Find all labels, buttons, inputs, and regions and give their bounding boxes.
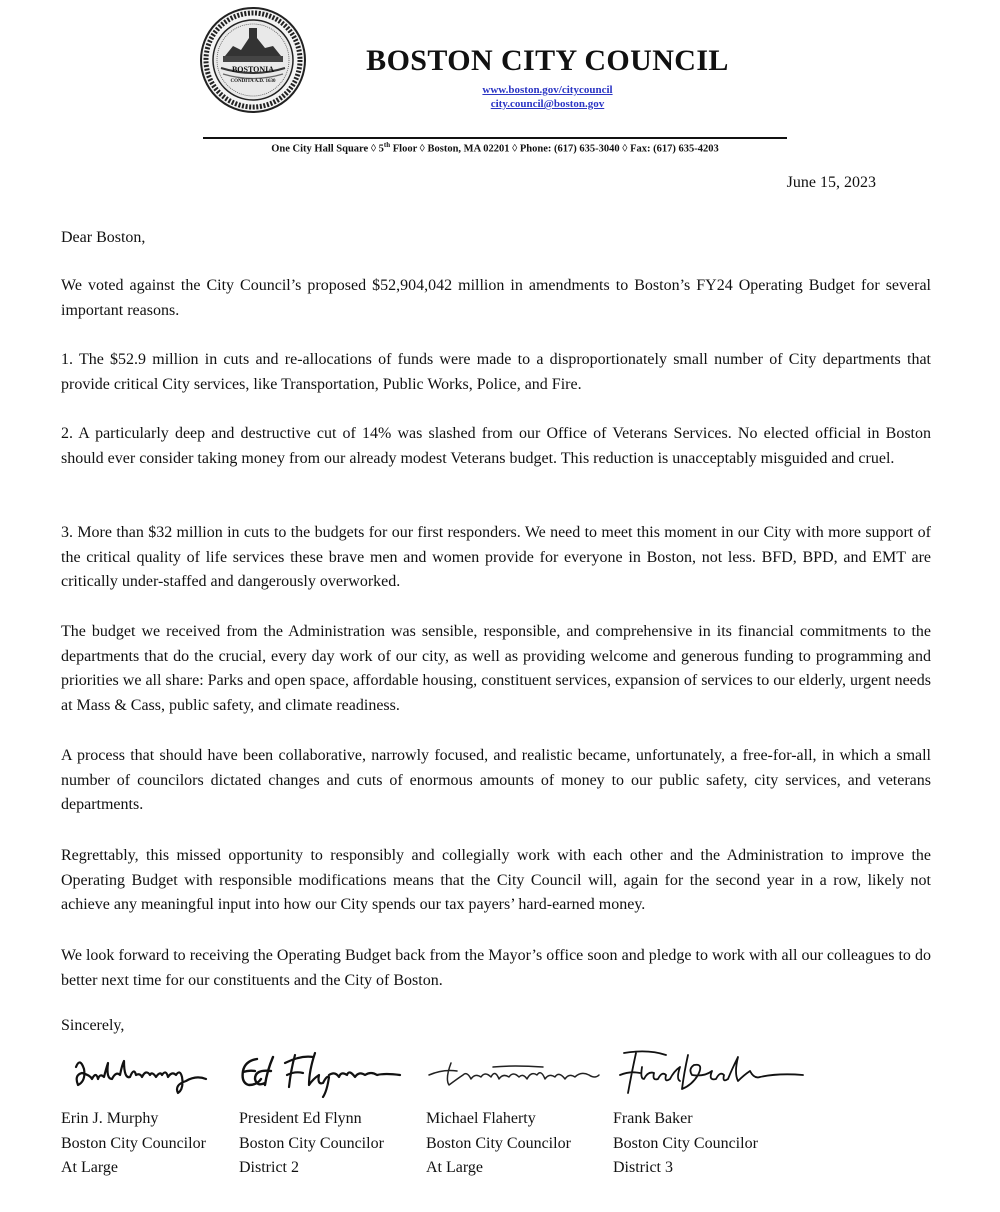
signer-title: Boston City Councilor <box>239 1134 384 1152</box>
city-seal-logo <box>199 6 307 114</box>
signer-name: Erin J. Murphy <box>61 1110 159 1127</box>
closing: Sincerely, <box>61 1017 125 1034</box>
letterhead-divider <box>203 137 787 139</box>
paragraph-administration-budget: The budget we received from the Administration was sensible, responsible, and comprehensive in its financial commitments to the departments that do the crucial, every day work of our city, as well as providing welcome and generous funding to programming and priorities we all share: Parks and open space, affordable housing, constituent services, expansion of services to our elderly, urgent needs at Mass & Cass, public safety, and climate readiness. <box>61 623 931 714</box>
address-contact: Floor ◊ Boston, MA 02201 ◊ Phone: (617) 635-3040 ◊ Fax: (617) 635-4203 <box>390 143 719 155</box>
paragraph-regret: Regrettably, this missed opportunity to responsibly and collegially work with each other and the Administration to improve the Operating Budget with responsible modifications means that the City Council will, again for the second year in a row, likely not achieve any meaningful input into how our City spends our tax payers’ hard-earned money. <box>61 847 931 913</box>
email-link[interactable]: city.council@boston.gov <box>490 98 605 110</box>
signer-district: At Large <box>61 1159 119 1176</box>
salutation: Dear Boston, <box>61 229 146 246</box>
seal-founding-text: CONDITA A.D. 1630 <box>230 79 276 84</box>
signer-title: Boston City Councilor <box>426 1134 571 1152</box>
signature-baker <box>608 1045 808 1100</box>
signer-title: Boston City Councilor <box>613 1134 758 1152</box>
signer-baker <box>613 1107 758 1181</box>
signer-flynn <box>239 1107 384 1181</box>
address-floor-suffix: th <box>383 141 391 149</box>
address-street: One City Hall Square ◊ 5 <box>271 143 384 155</box>
signer-name: Michael Flaherty <box>426 1110 536 1127</box>
signer-name: Frank Baker <box>613 1110 693 1127</box>
website-link[interactable]: www.boston.gov/citycouncil <box>482 84 613 96</box>
letter-date: June 15, 2023 <box>786 174 876 191</box>
organization-title: BOSTON CITY COUNCIL <box>366 44 729 77</box>
signer-district: At Large <box>426 1159 484 1176</box>
signer-flaherty <box>426 1107 571 1181</box>
paragraph-intro: We voted against the City Council’s proposed $52,904,042 million in amendments to Boston’s FY24 Operating Budget for several important reasons. <box>61 277 931 319</box>
paragraph-reason-1: 1. The $52.9 million in cuts and re-allocations of funds were made to a disproportionately small number of City departments that provide critical City services, like Transportation, Public Works, Police, and Fire. <box>61 351 931 393</box>
signer-district: District 2 <box>239 1159 299 1176</box>
signature-flynn <box>235 1045 415 1100</box>
paragraph-process: A process that should have been collaborative, narrowly focused, and realistic became, unfortunately, a free-for-all, in which a small number of councilors dictated changes and cuts of enormous amounts of money to our public safety, city services, and veterans departments. <box>61 747 931 813</box>
seal-name-text: BOSTONIA <box>231 65 275 74</box>
paragraph-reason-3: 3. More than $32 million in cuts to the budgets for our first responders. We need to meet this moment in our City with more support of the critical quality of life services these brave men and women provide for everyone in Boston, not less. BFD, BPD, and EMT are critically under-staffed and dangerously overworked. <box>61 524 931 590</box>
signer-name: President Ed Flynn <box>239 1110 362 1127</box>
signature-murphy <box>66 1045 216 1100</box>
signer-title: Boston City Councilor <box>61 1134 206 1152</box>
paragraph-reason-2: 2. A particularly deep and destructive cut of 14% was slashed from our Office of Veterans Services. No elected official in Boston should ever consider taking money from our already modest Veterans budget. This reduction is unacceptably misguided and cruel. <box>61 425 931 467</box>
signer-district: District 3 <box>613 1159 673 1176</box>
signature-flaherty <box>423 1045 603 1100</box>
paragraph-pledge: We look forward to receiving the Operating Budget back from the Mayor’s office soon and pledge to work with all our colleagues to do better next time for our constituents and the City of Boston. <box>61 947 931 989</box>
signer-murphy <box>61 1107 206 1181</box>
address-line <box>203 141 787 155</box>
